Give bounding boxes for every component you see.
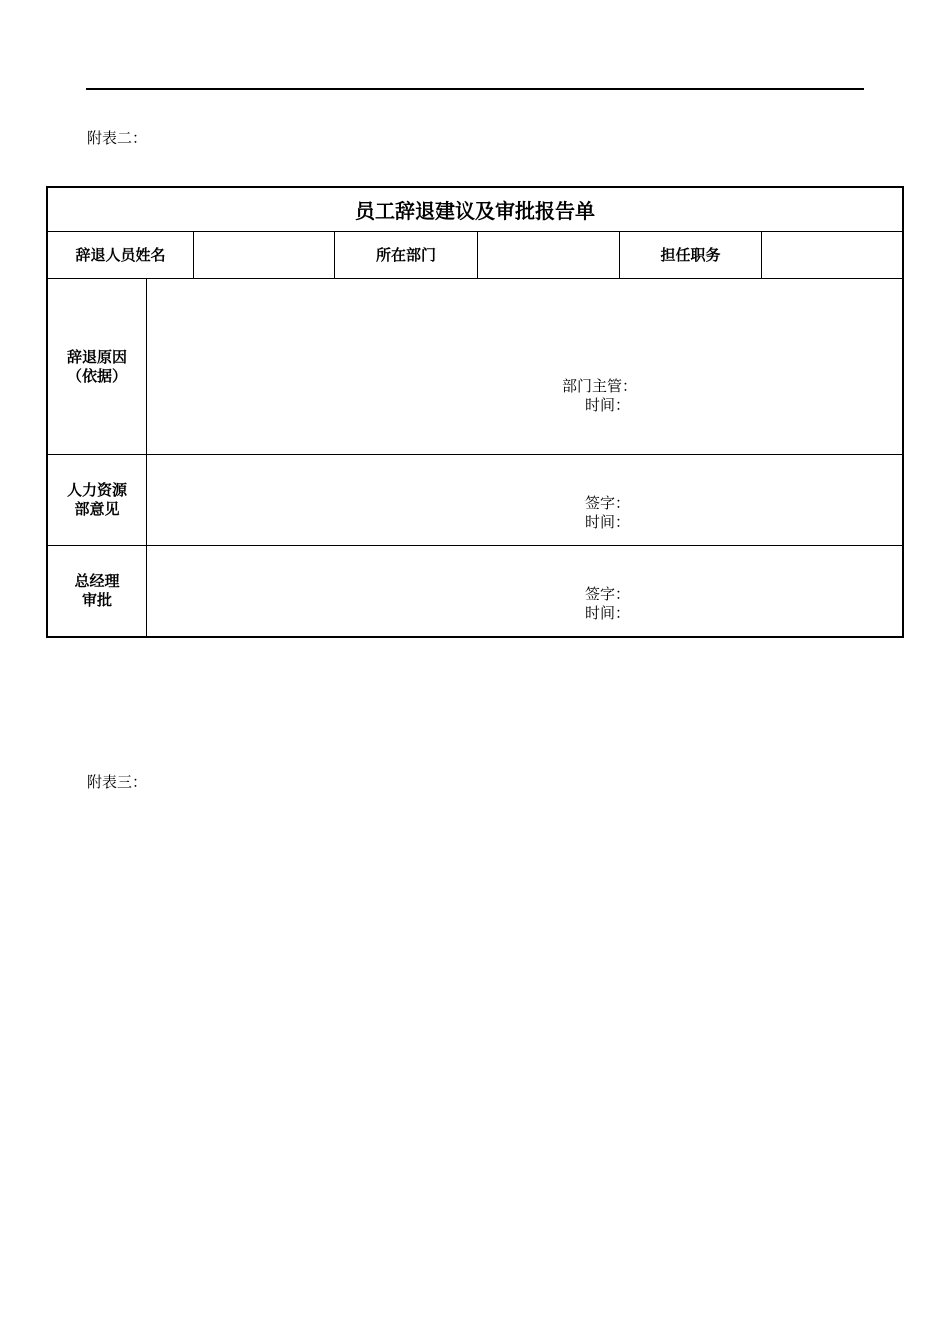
hr-signature-label: 签字： <box>585 494 631 512</box>
reason-label-line1: 辞退原因 <box>66 347 127 366</box>
supervisor-label: 部门主管： <box>562 377 638 395</box>
gm-label-line1: 总经理 <box>74 572 120 590</box>
gm-signature-label: 签字： <box>585 585 631 603</box>
hr-time-label: 时间： <box>585 513 631 531</box>
department-value-field[interactable] <box>478 232 619 278</box>
appendix-two-label: 附表二： <box>87 129 148 147</box>
header-divider <box>334 232 335 278</box>
header-rule <box>86 88 864 90</box>
appendix-three-label: 附表三： <box>87 773 148 791</box>
hr-label-line1: 人力资源 <box>66 481 127 499</box>
hr-opinion-label <box>48 455 146 545</box>
header-divider <box>193 232 194 278</box>
header-divider <box>477 232 478 278</box>
gm-approval-input-area[interactable] <box>147 546 902 636</box>
position-value-field[interactable] <box>762 232 902 278</box>
reason-time-label: 时间： <box>585 396 631 414</box>
gm-label-line2: 审批 <box>81 591 112 609</box>
header-divider <box>619 232 620 278</box>
department-label: 所在部门 <box>375 245 436 264</box>
reason-label-line2: （依据） <box>66 366 127 385</box>
hr-label-line2: 部意见 <box>74 500 120 518</box>
dismissal-report-form <box>46 186 904 638</box>
name-value-field[interactable] <box>194 232 334 278</box>
gm-time-label: 时间： <box>585 604 631 622</box>
header-divider <box>761 232 762 278</box>
position-label: 担任职务 <box>660 245 721 264</box>
reason-input-area[interactable] <box>147 279 902 454</box>
hr-opinion-input-area[interactable] <box>147 455 902 545</box>
gm-approval-label <box>48 546 146 636</box>
reason-label <box>48 279 146 454</box>
form-title: 员工辞退建议及审批报告单 <box>48 188 902 232</box>
name-label: 辞退人员姓名 <box>75 245 166 264</box>
